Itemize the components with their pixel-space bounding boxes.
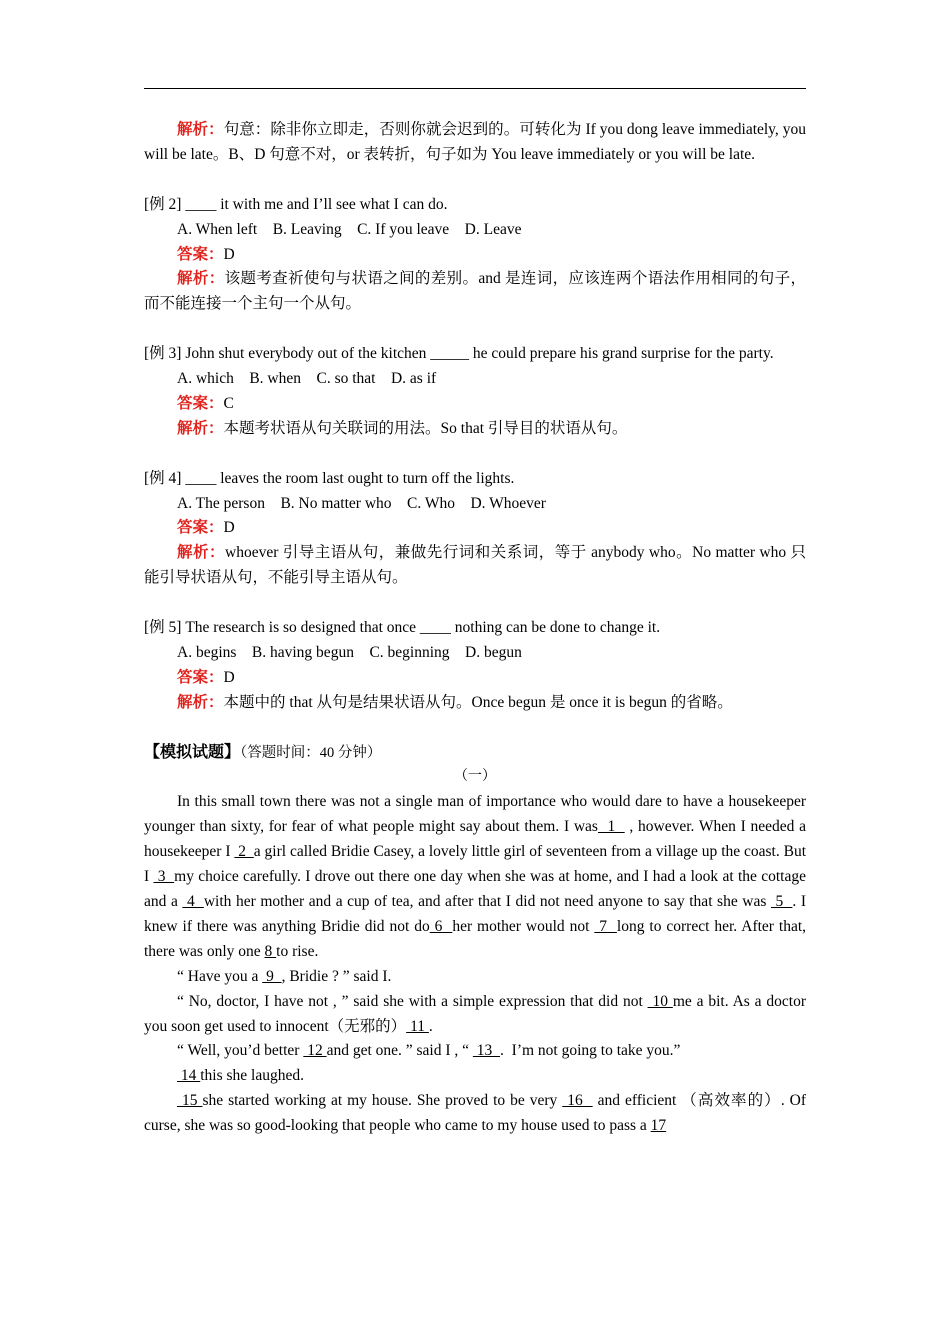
blank-3: 3 xyxy=(153,868,175,886)
passage-paragraph-4 xyxy=(144,1039,806,1064)
passage-text: . I knew if there was anything Bridie did not do xyxy=(144,893,807,935)
passage-text: a girl called Bridie Casey, a lovely little girl of seventeen from a village up the coast. But I xyxy=(144,843,807,886)
analysis-label: 解析： xyxy=(177,544,226,562)
answer-value: D xyxy=(223,245,235,263)
passage-text: . xyxy=(428,1017,433,1035)
blank-12: 12 xyxy=(303,1042,327,1060)
passage-text: and get one. ” said I , “ xyxy=(326,1042,473,1060)
analysis-text: whoever 引导主语从句，兼做先行词和关系词，等于 anybody who。No matter who 只能引导状语从句，不能引导主语从句。 xyxy=(144,544,806,587)
passage-text: this she laughed. xyxy=(200,1067,304,1085)
example-2-question: [例 2] ____ it with me and I’ll see what I can do. xyxy=(144,195,448,213)
passage-text: she started working at my house. She proved to be very xyxy=(202,1092,563,1110)
blank-9: 9 xyxy=(262,967,282,985)
answer-label: 答案： xyxy=(177,668,224,686)
example-5-options: A. begins B. having begun C. beginning D. begun xyxy=(177,643,522,661)
passage-text: , however. When I needed a housekeeper I xyxy=(144,818,807,861)
blank-8: 8 xyxy=(264,942,277,960)
example-2-options: A. When left B. Leaving C. If you leave D. Leave xyxy=(177,220,522,238)
blank-4: 4 xyxy=(182,893,204,911)
passage-text: “ Have you a xyxy=(177,967,263,985)
analysis-text: 句意：除非你立即走，否则你就会迟到的。可转化为 If you dong leave immediately, you will be late。B、D 句意不对，or 表转折，句子如为 You leave immediately or you will be late. xyxy=(144,121,806,163)
example-4-answer xyxy=(144,516,806,541)
blank-11: 11 xyxy=(406,1017,429,1035)
analysis-label: 解析： xyxy=(177,693,224,711)
part-number: （一） xyxy=(454,769,496,785)
example-3-options: A. which B. when C. so that D. as if xyxy=(177,370,437,388)
answer-label: 答案： xyxy=(177,519,224,537)
answer-value: D xyxy=(223,519,235,537)
example-3-analysis xyxy=(144,417,806,442)
example-3-answer xyxy=(144,392,806,417)
blank-15: 15 xyxy=(177,1092,203,1110)
passage-text: “ No, doctor, I have not , ” said she with a simple expression that did not xyxy=(177,992,648,1010)
blank-13: 13 xyxy=(472,1042,501,1060)
example-5-analysis xyxy=(144,691,806,716)
example-4-options: A. The person B. No matter who C. Who D. Whoever xyxy=(177,494,546,512)
passage-text: “ Well, you’d better xyxy=(177,1042,304,1060)
answer-value: C xyxy=(223,394,234,412)
example-5-answer xyxy=(144,666,806,691)
passage-text: In this small town there was not a single man of importance who would dare to have a housekeeper younger than sixty, for fear of what people might say about them. I was xyxy=(144,793,806,836)
example-5-question: [例 5] The research is so designed that once ____ nothing can be done to change it. xyxy=(144,619,661,637)
passage-text: long to correct her. After that, there was only one xyxy=(144,917,807,960)
blank-10: 10 xyxy=(647,992,673,1010)
passage-text: , Bridie ? ” said I. xyxy=(281,967,392,985)
answer-label: 答案： xyxy=(177,245,224,263)
passage-text: to rise. xyxy=(276,942,319,960)
analysis-text: 本题中的 that 从句是结果状语从句。Once begun 是 once it is begun 的省略。 xyxy=(223,693,733,711)
passage-text: . I’m not going to take you.” xyxy=(500,1042,681,1060)
blank-2: 2 xyxy=(234,843,254,861)
header-rule xyxy=(144,88,806,89)
passage-text: and efficient （高效率的）. Of curse, she was so good-looking that people who came to my house used to pass a xyxy=(144,1092,807,1135)
passage-text: with her mother and a cup of tea, and after that I did not need anyone to say that she was xyxy=(203,893,771,911)
answer-label: 答案： xyxy=(177,394,224,412)
mock-test-heading xyxy=(144,741,806,766)
passage-paragraph-1 xyxy=(144,790,806,964)
example-1-analysis xyxy=(144,118,806,168)
example-4-question: [例 4] ____ leaves the room last ought to turn off the lights. xyxy=(144,469,515,487)
blank-14: 14 xyxy=(177,1067,201,1085)
example-2-answer xyxy=(144,243,806,268)
document-body xyxy=(144,118,806,1139)
blank-5: 5 xyxy=(770,893,793,911)
blank-16: 16 xyxy=(562,1092,593,1110)
time-note: （答题时间：40 分钟） xyxy=(240,744,382,761)
passage-paragraph-2 xyxy=(144,965,806,990)
section-title: 【模拟试题】 xyxy=(144,743,241,761)
answer-value: D xyxy=(223,668,235,686)
blank-1: 1 xyxy=(597,818,625,836)
example-4-analysis xyxy=(144,541,806,591)
blank-7: 7 xyxy=(594,917,617,935)
passage-text: her mother would not xyxy=(452,917,595,935)
analysis-label: 解析： xyxy=(177,270,225,288)
example-2-analysis xyxy=(144,267,806,317)
analysis-label: 解析： xyxy=(177,121,224,138)
passage-paragraph-6 xyxy=(144,1089,806,1139)
analysis-text: 本题考状语从句关联词的用法。So that 引导目的状语从句。 xyxy=(223,419,628,437)
blank-6: 6 xyxy=(429,917,453,935)
blank-17: 17 xyxy=(650,1117,667,1135)
example-3-question: [例 3] John shut everybody out of the kitchen _____ he could prepare his grand surprise for the party. xyxy=(144,345,774,363)
passage-paragraph-5 xyxy=(144,1064,806,1089)
passage-text: my choice carefully. I drove out there one day when she was at home, and I had a look at the cottage and a xyxy=(144,868,806,911)
passage-paragraph-3 xyxy=(144,990,806,1040)
analysis-text: 该题考查祈使句与状语之间的差别。and 是连词，应该连两个语法作用相同的句子，而不能连接一个主句一个从句。 xyxy=(144,270,806,313)
passage-text: me a bit. As a doctor you soon get used to innocent（无邪的） xyxy=(144,992,807,1035)
analysis-label: 解析： xyxy=(177,419,224,437)
